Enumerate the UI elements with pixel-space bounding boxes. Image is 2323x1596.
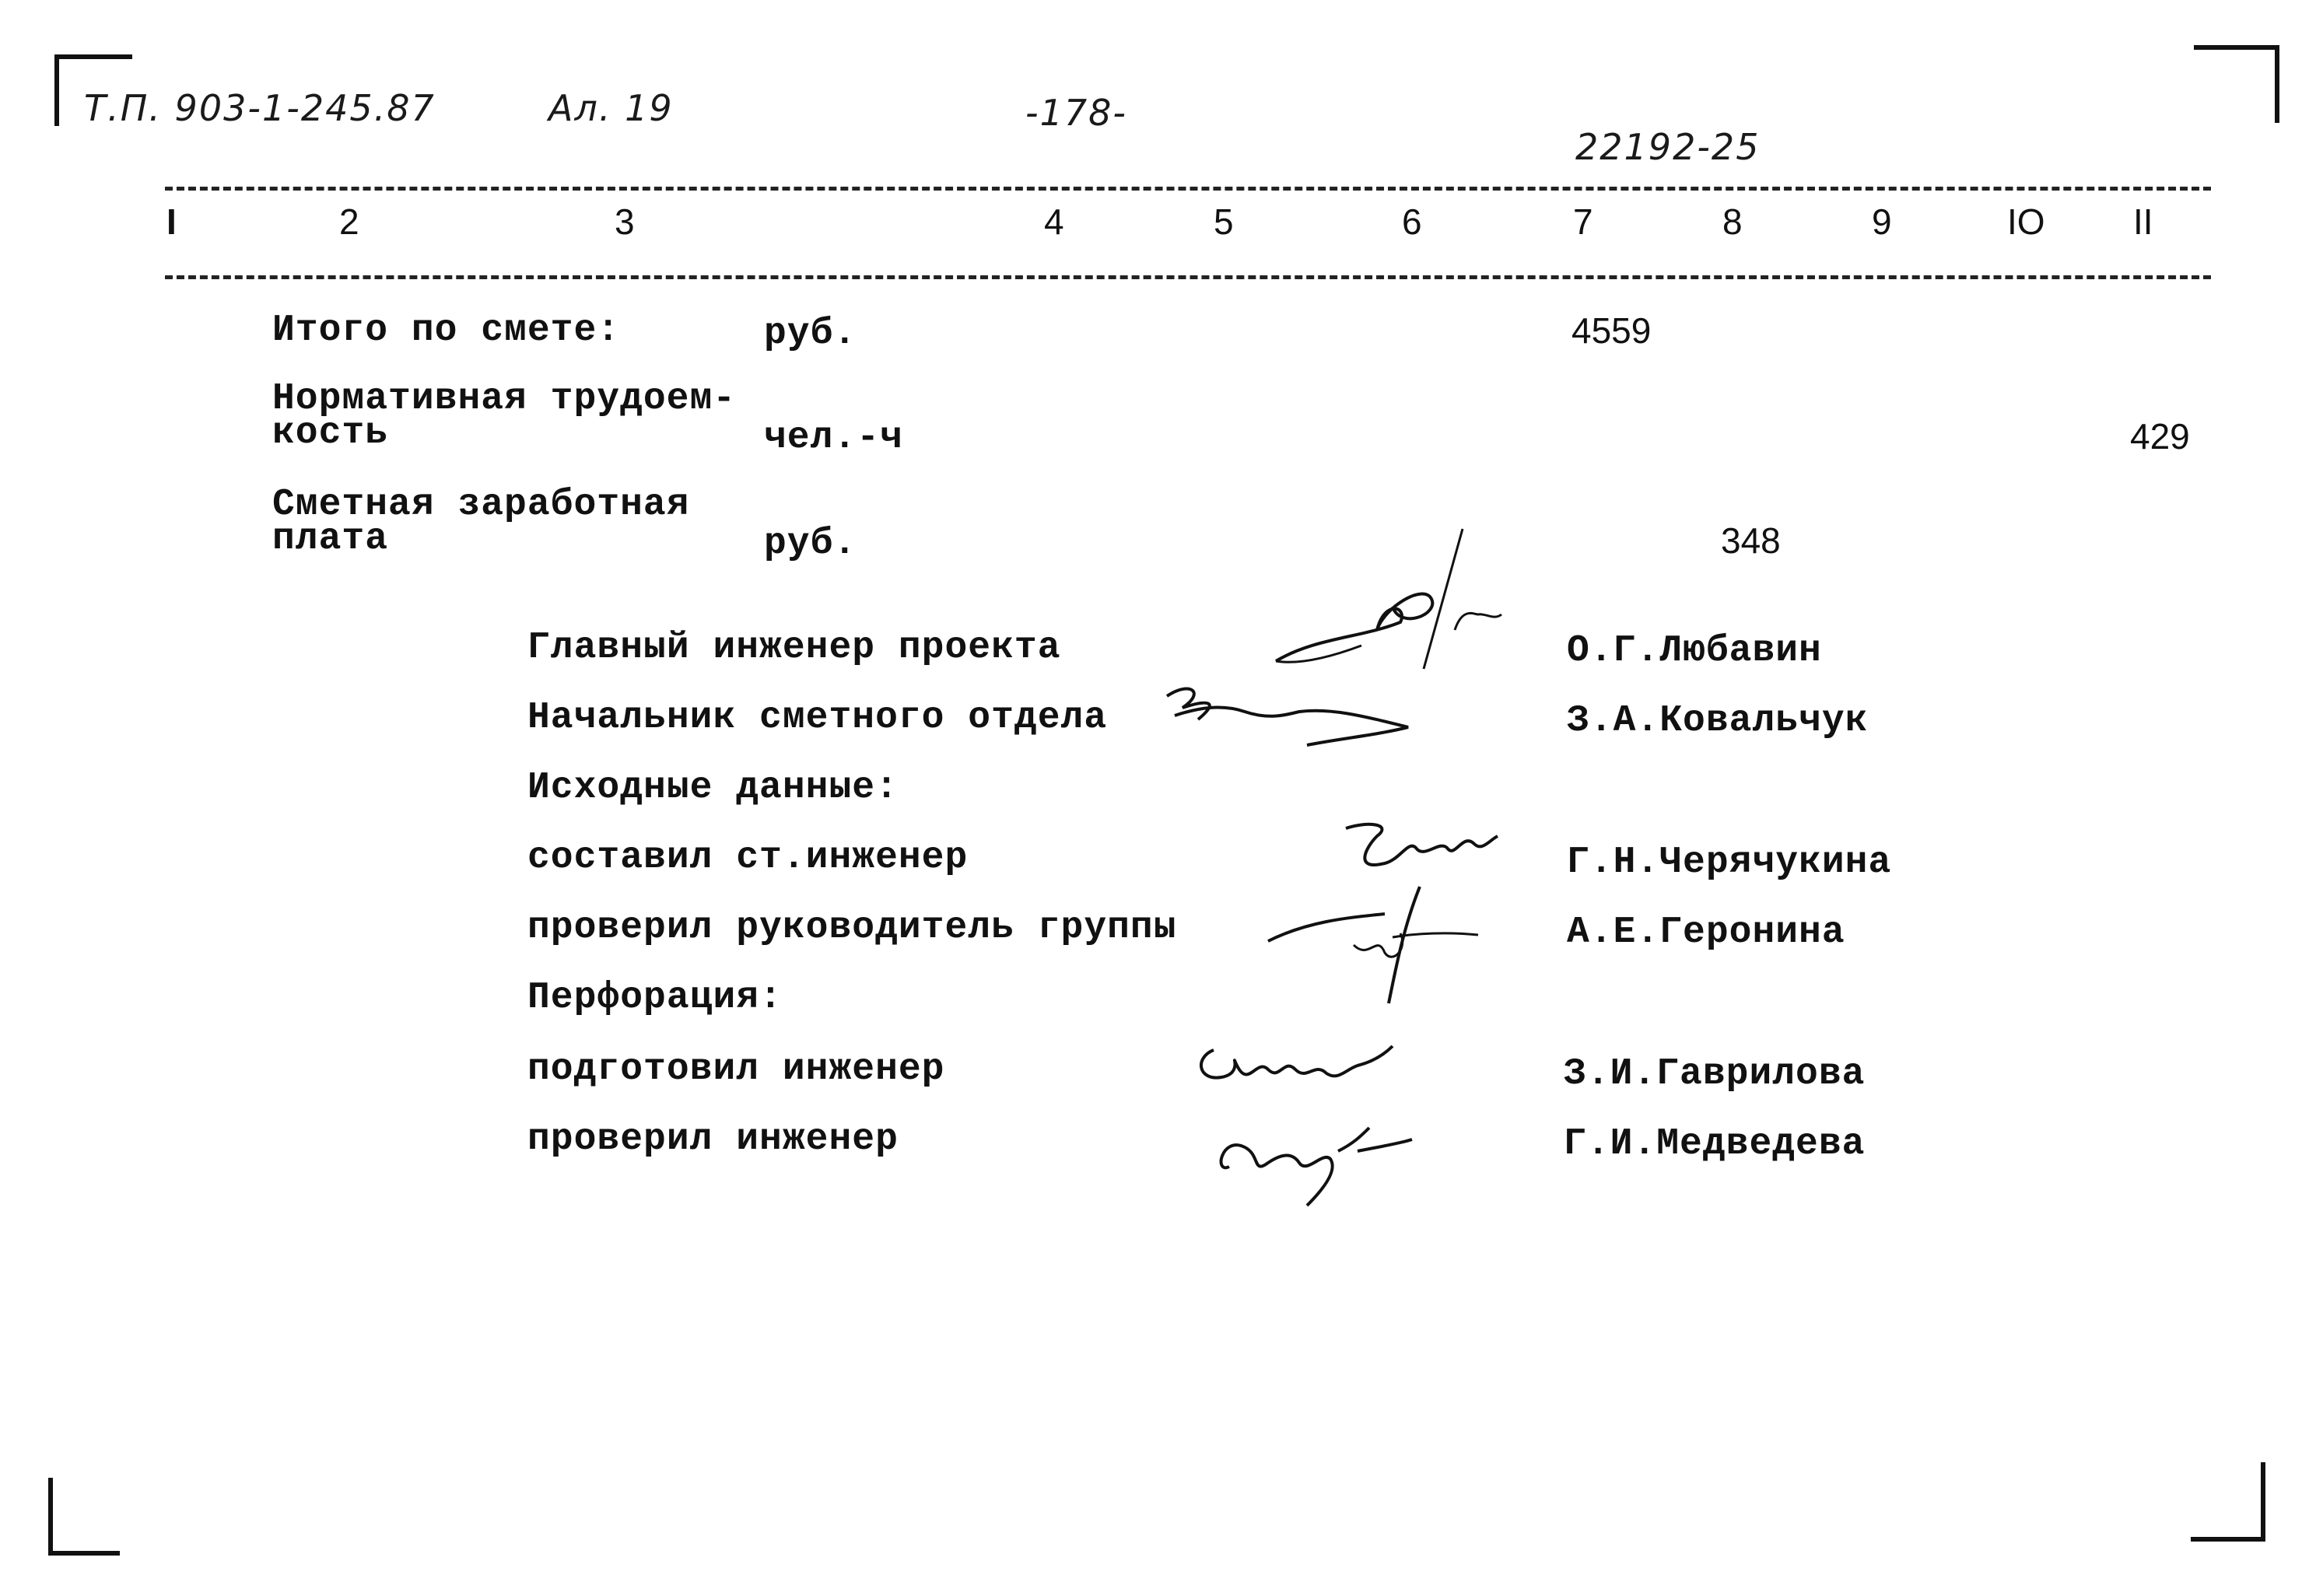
- corner-mark-top-right-vertical: [2275, 45, 2279, 123]
- row-value: 429: [2130, 416, 2190, 457]
- corner-mark-top-left-vertical: [54, 54, 59, 126]
- row-unit: руб.: [764, 313, 857, 355]
- corner-mark-bottom-left-horizontal: [48, 1551, 120, 1556]
- signatory-role: проверил руководитель группы: [527, 907, 1177, 949]
- signatory-name: Г.Н.Черячукина: [1567, 842, 1892, 884]
- row-label: Нормативная трудоем-: [272, 378, 737, 420]
- page-number: -178-: [1025, 92, 1127, 134]
- header-rule-top: [165, 187, 2211, 191]
- signature-preparer: [1190, 1034, 1400, 1104]
- column-number: 9: [1872, 201, 1892, 242]
- header-rule-bottom: [165, 275, 2211, 279]
- section-heading: Исходные данные:: [527, 767, 899, 809]
- row-unit: руб.: [764, 523, 857, 565]
- corner-mark-bottom-left-vertical: [48, 1478, 53, 1556]
- signatory-role: проверил инженер: [527, 1118, 899, 1160]
- column-number: 6: [1402, 201, 1422, 242]
- row-unit: чел.-ч: [764, 417, 903, 459]
- row-label: Сметная заработная: [272, 484, 690, 526]
- signatory-role: Начальник сметного отдела: [527, 697, 1108, 739]
- row-label-continued: кость: [272, 412, 389, 454]
- doc-code: Т.П. 903-1-245.87: [84, 87, 436, 129]
- column-number: 8: [1722, 201, 1743, 242]
- row-label-continued: плата: [272, 518, 389, 560]
- corner-mark-top-left-horizontal: [54, 54, 132, 59]
- row-label: Итого по смете:: [272, 310, 621, 352]
- signature-estimate-dept-head: [1151, 677, 1424, 754]
- signature-group-lead: [1260, 879, 1486, 1011]
- signatory-role: составил ст.инженер: [527, 837, 969, 879]
- signature-chief-engineer: [1268, 521, 1517, 684]
- column-number: II: [2133, 201, 2153, 242]
- row-value: 348: [1721, 520, 1781, 561]
- column-number: 5: [1214, 201, 1234, 242]
- signatory-name: О.Г.Любавин: [1567, 630, 1822, 672]
- signature-checker: [1206, 1104, 1416, 1213]
- corner-mark-top-right-horizontal: [2194, 45, 2279, 50]
- signatory-name: Г.И.Медведева: [1564, 1123, 1866, 1165]
- signature-compiler: [1338, 817, 1501, 887]
- column-number: 4: [1044, 201, 1064, 242]
- column-number: 7: [1573, 201, 1593, 242]
- column-number: 2: [339, 201, 359, 242]
- row-value: 4559: [1571, 310, 1652, 351]
- signatory-role: подготовил инженер: [527, 1048, 945, 1090]
- album-number: Ал. 19: [548, 87, 674, 129]
- register-number: 22192-25: [1575, 126, 1761, 168]
- signatory-name: А.Е.Геронина: [1567, 912, 1845, 954]
- column-number: 3: [615, 201, 635, 242]
- signatory-name: З.А.Ковальчук: [1567, 700, 1869, 742]
- corner-mark-bottom-right-vertical: [2261, 1462, 2265, 1542]
- section-heading: Перфорация:: [527, 977, 783, 1019]
- column-number: IO: [2007, 201, 2045, 242]
- column-number: I: [166, 201, 177, 242]
- corner-mark-bottom-right-horizontal: [2191, 1537, 2265, 1542]
- signatory-role: Главный инженер проекта: [527, 627, 1061, 669]
- signatory-name: З.И.Гаврилова: [1564, 1053, 1866, 1095]
